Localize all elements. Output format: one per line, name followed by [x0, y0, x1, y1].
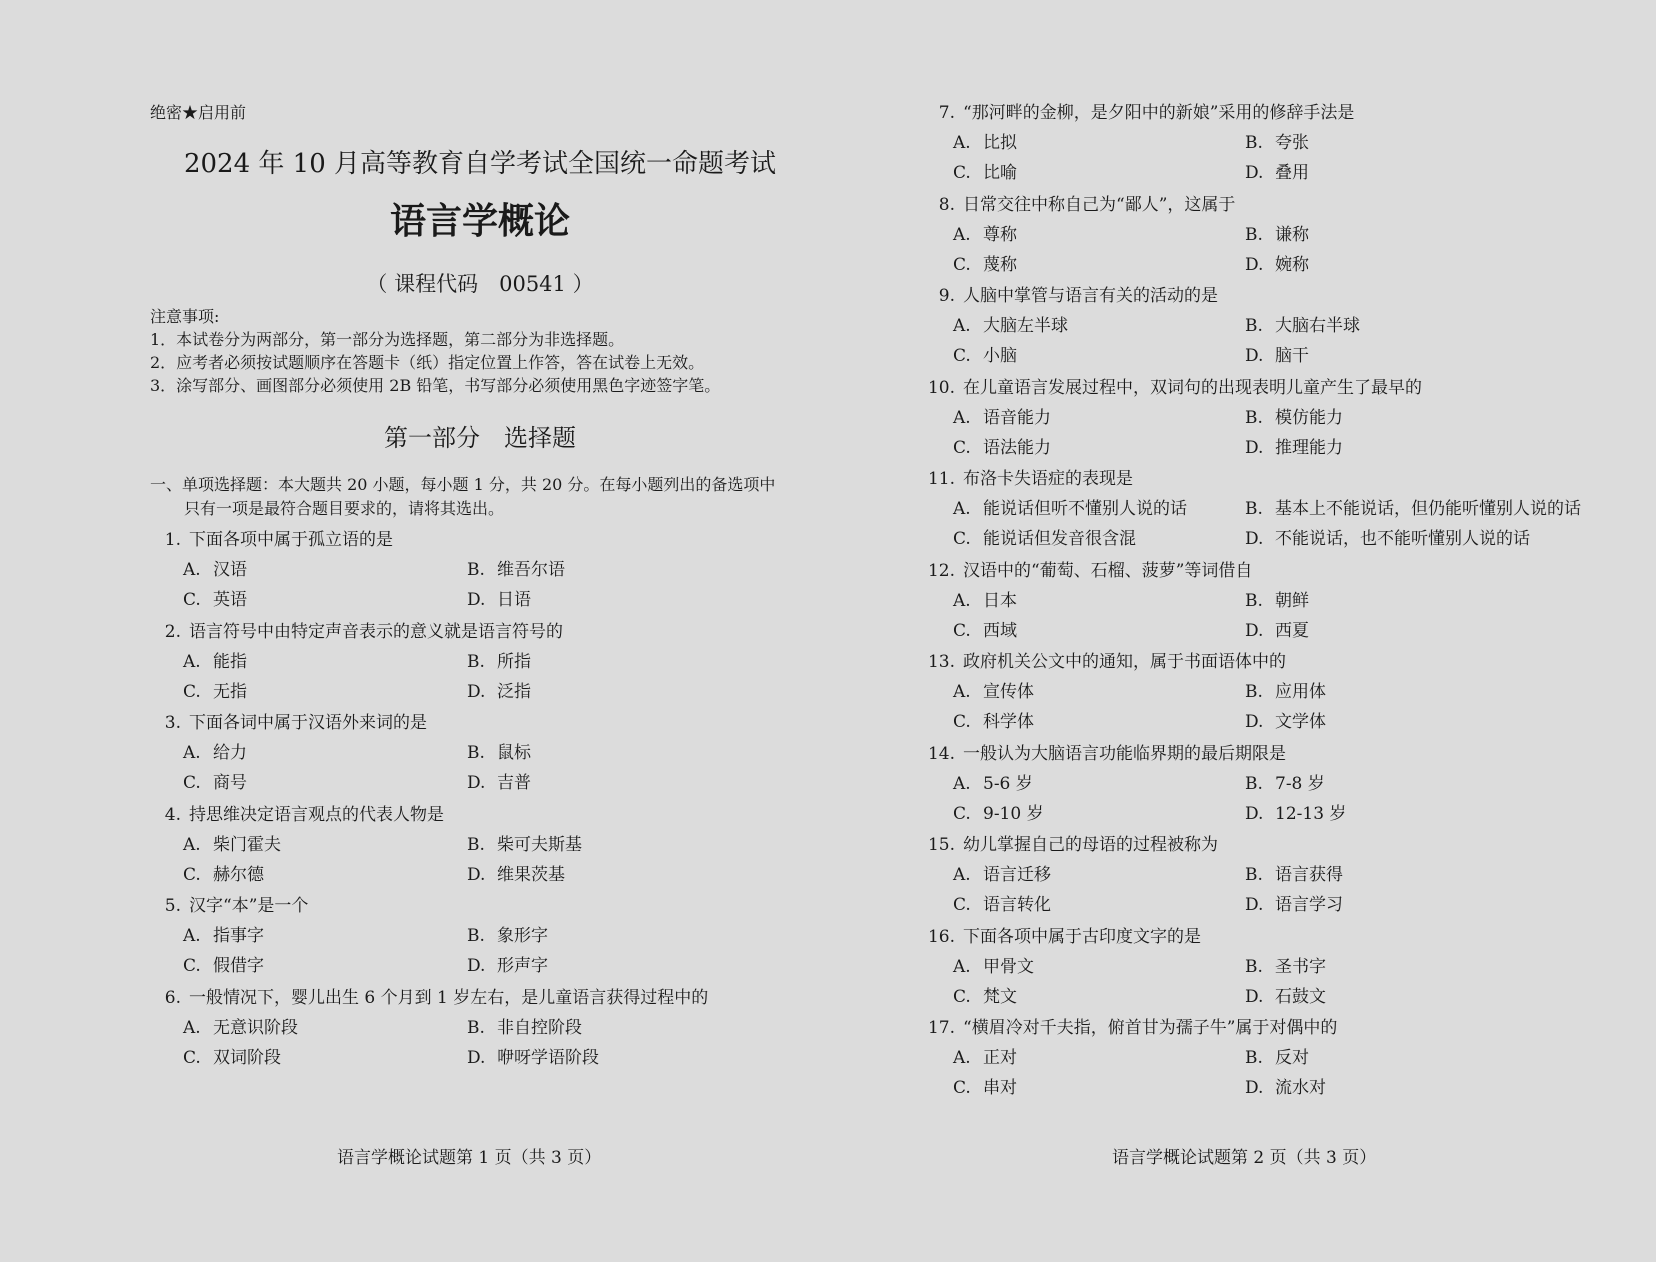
option-c — [953, 250, 1017, 275]
question-number: 13. — [927, 652, 955, 672]
question-item — [925, 647, 1645, 739]
option-letter: C. — [953, 1078, 971, 1098]
option-letter: B. — [467, 834, 485, 855]
question-item — [155, 525, 815, 617]
option-letter: D. — [467, 956, 486, 976]
option-c — [953, 524, 1136, 549]
option-text: 所指 — [497, 651, 531, 672]
question-stem — [925, 190, 1235, 215]
option-letter: C. — [953, 986, 971, 1007]
question-stem — [925, 1013, 1337, 1038]
question-stem — [155, 525, 393, 550]
question-text: 下面各项中属于古印度文字的是 — [963, 926, 1201, 947]
option-letter: D. — [1245, 1078, 1264, 1098]
option-text: 柴可夫斯基 — [497, 834, 582, 855]
option-b — [1245, 860, 1343, 885]
question-stem — [925, 98, 1354, 123]
question-item — [155, 891, 815, 983]
option-b — [1245, 1043, 1309, 1068]
option-a — [953, 586, 1017, 611]
question-number: 2. — [164, 621, 181, 642]
option-letter: A. — [183, 834, 201, 855]
option-letter: A. — [953, 133, 971, 153]
option-text: 圣书字 — [1275, 956, 1326, 977]
option-letter: A. — [953, 773, 971, 794]
option-letter: A. — [183, 743, 201, 763]
option-text: 泛指 — [497, 681, 531, 702]
option-text: 柴门霍夫 — [213, 834, 281, 855]
option-letter: B. — [1245, 316, 1263, 336]
option-a — [953, 220, 1017, 245]
option-letter: D. — [467, 1047, 486, 1068]
option-text: 商号 — [213, 773, 247, 793]
option-letter: B. — [467, 926, 485, 946]
option-text: 流水对 — [1275, 1078, 1326, 1098]
question-item — [925, 281, 1645, 373]
option-c — [183, 585, 247, 610]
question-item — [155, 708, 815, 800]
option-letter: D. — [467, 590, 486, 610]
option-a — [953, 311, 1068, 336]
option-c — [953, 707, 1034, 732]
option-letter: C. — [953, 712, 971, 732]
option-d — [1245, 707, 1326, 732]
option-b — [1245, 128, 1309, 153]
option-text: 吉普 — [497, 773, 531, 793]
option-b — [1245, 677, 1326, 702]
option-text: 尊称 — [983, 224, 1017, 245]
option-text: 9-10 岁 — [983, 803, 1044, 824]
option-letter: B. — [467, 651, 485, 672]
option-letter: D. — [1245, 712, 1264, 732]
question-stem — [925, 464, 1133, 489]
question-item — [925, 373, 1645, 465]
option-letter: B. — [1245, 590, 1263, 611]
option-text: 叠用 — [1275, 163, 1309, 183]
option-text: 推理能力 — [1275, 437, 1343, 458]
question-item — [155, 983, 815, 1075]
option-d — [1245, 341, 1309, 366]
option-a — [183, 738, 247, 763]
option-d — [1245, 250, 1309, 275]
option-text: 西域 — [983, 620, 1017, 641]
option-b — [467, 921, 548, 946]
question-stem — [925, 922, 1201, 947]
option-letter: B. — [1245, 682, 1263, 702]
option-letter: C. — [183, 864, 201, 885]
option-d — [1245, 982, 1326, 1007]
option-letter: A. — [953, 682, 971, 702]
question-item — [925, 830, 1645, 922]
option-letter: D. — [1245, 529, 1264, 549]
option-d — [1245, 890, 1343, 915]
option-b — [1245, 586, 1309, 611]
option-letter: D. — [467, 864, 486, 885]
option-text: 语言学习 — [1275, 895, 1343, 915]
option-letter: A. — [953, 590, 971, 611]
option-text: 基本上不能说话，但仍能听懂别人说的话 — [1275, 499, 1581, 519]
note-item: 3．涂写部分、画图部分必须使用 2B 铅笔，书写部分必须使用黑色字迹签字笔。 — [150, 376, 721, 395]
option-b — [467, 830, 582, 855]
option-d — [467, 585, 531, 610]
option-letter: B. — [1245, 224, 1263, 245]
option-letter: A. — [953, 865, 971, 885]
option-letter: D. — [1245, 803, 1264, 824]
option-d — [1245, 524, 1530, 549]
question-text: 持思维决定语言观点的代表人物是 — [189, 804, 444, 825]
question-list-right — [925, 98, 1645, 1105]
option-c — [183, 951, 264, 976]
instruction-line: 一、单项选择题：本大题共 20 小题，每小题 1 分，共 20 分。在每小题列出的备选项中 — [150, 475, 776, 494]
option-letter: C. — [183, 956, 201, 976]
option-b — [1245, 769, 1325, 794]
option-letter: B. — [467, 743, 485, 763]
option-a — [183, 921, 264, 946]
question-list-left — [155, 525, 815, 1074]
option-letter: D. — [467, 773, 486, 793]
option-text: 能说话但听不懂别人说的话 — [983, 499, 1187, 519]
option-text: 不能说话，也不能听懂别人说的话 — [1275, 529, 1530, 549]
option-text: 语言迁移 — [983, 865, 1051, 885]
option-text: 鼠标 — [497, 743, 531, 763]
option-letter: A. — [953, 499, 971, 519]
option-letter: C. — [953, 803, 971, 824]
option-d — [467, 860, 565, 885]
question-item — [155, 617, 815, 709]
question-number: 12. — [927, 560, 955, 581]
question-text: 政府机关公文中的通知，属于书面语体中的 — [963, 652, 1286, 672]
option-text: 文学体 — [1275, 712, 1326, 732]
question-text: “横眉冷对千夫指，俯首甘为孺子牛”属于对偶中的 — [963, 1018, 1338, 1038]
option-letter: C. — [953, 620, 971, 641]
option-text: 维果茨基 — [497, 864, 565, 885]
page-footer: 语言学概论试题第 1 页（共 3 页） — [337, 1148, 602, 1168]
question-text: 汉字“本”是一个 — [189, 896, 309, 916]
part-title: 第一部分 选择题 — [384, 424, 576, 452]
option-letter: C. — [953, 895, 971, 915]
question-item — [925, 556, 1645, 648]
option-text: 西夏 — [1275, 620, 1309, 641]
option-text: 咿呀学语阶段 — [497, 1047, 599, 1068]
option-b — [467, 555, 565, 580]
note-item: 1．本试卷分为两部分，第一部分为选择题，第二部分为非选择题。 — [150, 330, 625, 349]
option-d — [1245, 616, 1309, 641]
option-a — [953, 403, 1051, 428]
option-text: 12-13 岁 — [1275, 803, 1347, 824]
question-number: 1. — [164, 530, 181, 550]
option-text: 甲骨文 — [983, 956, 1034, 977]
option-letter: C. — [953, 437, 971, 458]
option-text: 朝鲜 — [1275, 590, 1309, 611]
option-letter: A. — [183, 651, 201, 672]
option-c — [953, 982, 1017, 1007]
option-b — [467, 1013, 582, 1038]
question-stem — [155, 800, 444, 825]
option-a — [183, 1013, 298, 1038]
option-text: 梵文 — [983, 986, 1017, 1007]
option-text: 脑干 — [1275, 346, 1309, 366]
question-text: 一般情况下，婴儿出生 6 个月到 1 岁左右，是儿童语言获得过程中的 — [189, 987, 709, 1008]
option-text: 大脑左半球 — [983, 316, 1068, 336]
option-c — [953, 433, 1051, 458]
question-item — [925, 922, 1645, 1014]
question-number: 16. — [927, 926, 955, 947]
option-text: 模仿能力 — [1275, 407, 1343, 428]
option-letter: B. — [1245, 956, 1263, 977]
question-number: 7. — [938, 103, 955, 123]
question-number: 6. — [164, 987, 181, 1008]
option-letter: A. — [183, 926, 201, 946]
option-b — [1245, 220, 1309, 245]
option-letter: B. — [1245, 865, 1263, 885]
option-letter: B. — [1245, 1048, 1263, 1068]
option-b — [467, 738, 531, 763]
option-c — [183, 768, 247, 793]
option-letter: D. — [1245, 254, 1264, 275]
option-d — [1245, 433, 1343, 458]
option-letter: A. — [953, 956, 971, 977]
question-item — [155, 800, 815, 892]
option-text: 假借字 — [213, 956, 264, 976]
question-text: 在儿童语言发展过程中，双词句的出现表明儿童产生了最早的 — [963, 377, 1422, 398]
page-footer: 语言学概论试题第 2 页（共 3 页） — [1112, 1148, 1377, 1168]
option-letter: B. — [1245, 499, 1263, 519]
option-text: 小脑 — [983, 346, 1017, 366]
question-text: 布洛卡失语症的表现是 — [963, 469, 1133, 489]
option-c — [183, 677, 247, 702]
question-number: 14. — [927, 743, 955, 764]
option-text: 日本 — [983, 590, 1017, 611]
option-b — [1245, 403, 1343, 428]
option-a — [953, 1043, 1017, 1068]
option-letter: D. — [1245, 620, 1264, 641]
option-letter: A. — [953, 224, 971, 245]
question-text: 下面各词中属于汉语外来词的是 — [189, 713, 427, 733]
question-stem — [155, 708, 427, 733]
option-a — [953, 952, 1034, 977]
option-a — [953, 677, 1034, 702]
option-text: 能说话但发音很含混 — [983, 529, 1136, 549]
option-text: 非自控阶段 — [497, 1017, 582, 1038]
question-stem — [155, 983, 708, 1008]
question-stem — [155, 617, 563, 642]
option-text: 7-8 岁 — [1275, 773, 1325, 794]
option-c — [953, 799, 1044, 824]
question-stem — [925, 281, 1218, 306]
option-c — [183, 1043, 281, 1068]
option-text: 夸张 — [1275, 133, 1309, 153]
option-d — [467, 768, 531, 793]
notes-title: 注意事项: — [150, 307, 220, 326]
option-c — [953, 341, 1017, 366]
question-item — [925, 98, 1645, 190]
option-text: 婉称 — [1275, 254, 1309, 275]
question-text: 汉语中的“葡萄、石榴、菠萝”等词借自 — [963, 560, 1253, 581]
option-text: 蔑称 — [983, 254, 1017, 275]
question-stem — [155, 891, 308, 916]
option-text: 语音能力 — [983, 407, 1051, 428]
option-text: 石鼓文 — [1275, 986, 1326, 1007]
option-d — [467, 1043, 599, 1068]
question-item — [925, 190, 1645, 282]
option-b — [467, 647, 531, 672]
option-c — [953, 616, 1017, 641]
option-letter: D. — [1245, 163, 1264, 183]
question-number: 5. — [164, 896, 181, 916]
option-letter: C. — [183, 1047, 201, 1068]
option-a — [183, 647, 247, 672]
question-number: 4. — [164, 804, 181, 825]
option-c — [953, 890, 1051, 915]
option-c — [183, 860, 264, 885]
option-text: 5-6 岁 — [983, 773, 1033, 794]
question-text: 一般认为大脑语言功能临界期的最后期限是 — [963, 743, 1286, 764]
question-stem — [925, 556, 1252, 581]
option-text: 反对 — [1275, 1048, 1309, 1068]
course-code: （ 课程代码 00541 ） — [366, 272, 594, 296]
option-b — [1245, 952, 1326, 977]
option-d — [1245, 1073, 1326, 1098]
option-letter: B. — [1245, 133, 1263, 153]
option-letter: A. — [183, 1017, 201, 1038]
option-d — [467, 677, 531, 702]
option-letter: D. — [1245, 346, 1264, 366]
option-c — [953, 158, 1017, 183]
option-a — [183, 555, 247, 580]
section-instruction — [150, 473, 830, 521]
option-text: 象形字 — [497, 926, 548, 946]
question-number: 15. — [927, 835, 955, 855]
option-text: 比拟 — [983, 133, 1017, 153]
option-letter: D. — [467, 681, 486, 702]
option-letter: C. — [953, 163, 971, 183]
question-stem — [925, 830, 1218, 855]
note-item: 2．应考者必须按试题顺序在答题卡（纸）指定位置上作答，答在试卷上无效。 — [150, 353, 705, 372]
question-text: 语言符号中由特定声音表示的意义就是语言符号的 — [189, 621, 563, 642]
secret-label: 绝密★启用前 — [150, 103, 247, 122]
option-letter: A. — [183, 560, 201, 580]
option-text: 能指 — [213, 651, 247, 672]
option-text: 指事字 — [213, 926, 264, 946]
option-b — [1245, 494, 1581, 519]
option-a — [953, 860, 1051, 885]
option-a — [953, 769, 1033, 794]
option-text: 维吾尔语 — [497, 560, 565, 580]
option-a — [953, 494, 1187, 519]
question-number: 8. — [938, 194, 955, 215]
option-text: 大脑右半球 — [1275, 316, 1360, 336]
question-number: 11. — [927, 469, 955, 489]
option-a — [953, 128, 1017, 153]
option-letter: D. — [1245, 986, 1264, 1007]
option-a — [183, 830, 281, 855]
option-letter: B. — [467, 1017, 485, 1038]
question-number: 10. — [927, 377, 955, 398]
option-text: 给力 — [213, 743, 247, 763]
option-text: 语言获得 — [1275, 865, 1343, 885]
option-text: 赫尔德 — [213, 864, 264, 885]
option-letter: C. — [183, 773, 201, 793]
option-d — [1245, 799, 1346, 824]
question-text: 日常交往中称自己为“鄙人”，这属于 — [963, 194, 1236, 215]
option-letter: B. — [1245, 773, 1263, 794]
option-b — [1245, 311, 1360, 336]
notes-section — [150, 305, 720, 397]
question-item — [925, 739, 1645, 831]
option-text: 双词阶段 — [213, 1047, 281, 1068]
option-text: 无指 — [213, 681, 247, 702]
option-letter: A. — [953, 1048, 971, 1068]
option-text: 应用体 — [1275, 682, 1326, 702]
subject-title: 语言学概论 — [389, 200, 570, 242]
option-text: 日语 — [497, 590, 531, 610]
question-item — [925, 464, 1645, 556]
option-text: 谦称 — [1275, 224, 1309, 245]
option-text: 汉语 — [213, 560, 247, 580]
option-letter: D. — [1245, 895, 1264, 915]
question-text: “那河畔的金柳，是夕阳中的新娘”采用的修辞手法是 — [963, 103, 1355, 123]
question-stem — [925, 373, 1422, 398]
question-stem — [925, 739, 1286, 764]
option-text: 串对 — [983, 1078, 1017, 1098]
question-item — [925, 1013, 1645, 1105]
option-text: 正对 — [983, 1048, 1017, 1068]
option-text: 科学体 — [983, 712, 1034, 732]
option-text: 英语 — [213, 590, 247, 610]
option-letter: C. — [953, 254, 971, 275]
question-text: 人脑中掌管与语言有关的活动的是 — [963, 286, 1218, 306]
option-d — [1245, 158, 1309, 183]
option-letter: A. — [953, 316, 971, 336]
question-text: 下面各项中属于孤立语的是 — [189, 530, 393, 550]
exam-title: 2024 年 10 月高等教育自学考试全国统一命题考试 — [183, 149, 777, 179]
option-letter: B. — [1245, 407, 1263, 428]
option-text: 宣传体 — [983, 682, 1034, 702]
option-letter: C. — [183, 590, 201, 610]
option-text: 无意识阶段 — [213, 1017, 298, 1038]
option-letter: C. — [953, 529, 971, 549]
question-stem — [925, 647, 1286, 672]
option-text: 语言转化 — [983, 895, 1051, 915]
option-letter: B. — [467, 560, 485, 580]
option-letter: C. — [953, 346, 971, 366]
option-text: 比喻 — [983, 163, 1017, 183]
question-number: 3. — [164, 713, 181, 733]
option-c — [953, 1073, 1017, 1098]
question-text: 幼儿掌握自己的母语的过程被称为 — [963, 835, 1218, 855]
question-number: 17. — [927, 1018, 955, 1038]
option-letter: A. — [953, 407, 971, 428]
question-number: 9. — [938, 286, 955, 306]
option-text: 语法能力 — [983, 437, 1051, 458]
option-letter: D. — [1245, 437, 1264, 458]
option-text: 形声字 — [497, 956, 548, 976]
instruction-line: 只有一项是最符合题目要求的，请将其选出。 — [184, 499, 505, 518]
option-letter: C. — [183, 681, 201, 702]
option-d — [467, 951, 548, 976]
